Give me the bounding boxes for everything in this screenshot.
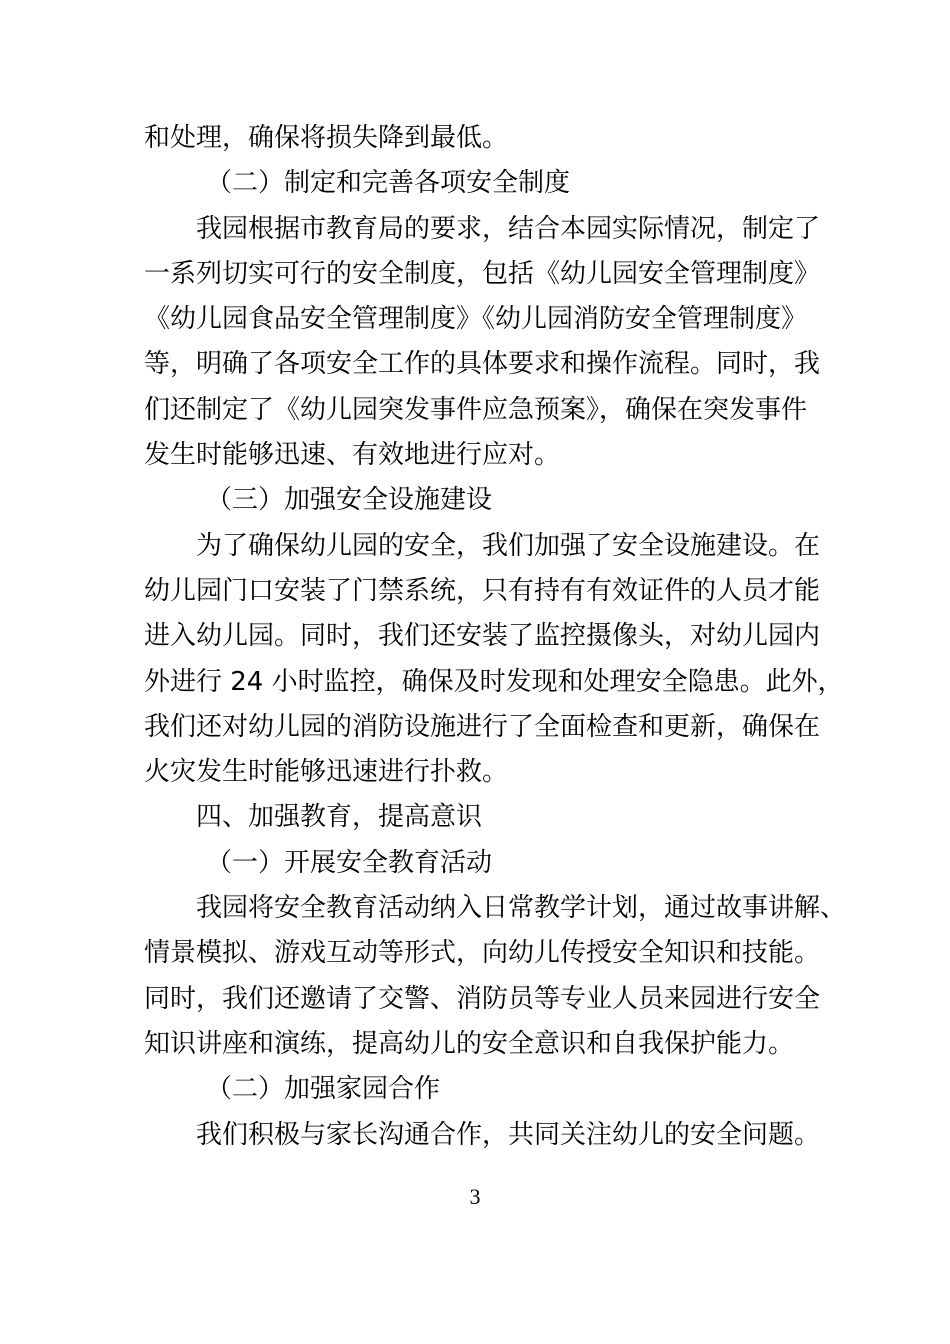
section-heading: 四、加强教育，提高意识 — [196, 802, 483, 833]
paragraph-line: 幼儿园门口安装了门禁系统，只有持有有效证件的人员才能 — [144, 575, 821, 606]
paragraph-line: 等，明确了各项安全工作的具体要求和操作流程。同时，我 — [144, 349, 821, 380]
paragraph-line: 我园将安全教育活动纳入日常教学计划，通过故事讲解、 — [196, 893, 847, 924]
paragraph-line: 同时，我们还邀请了交警、消防员等专业人员来园进行安全 — [144, 983, 821, 1014]
paragraph-line: 们还制定了《幼儿园突发事件应急预案》，确保在突发事件 — [144, 394, 808, 425]
paragraph-line: 为了确保幼儿园的安全，我们加强了安全设施建设。在 — [196, 530, 821, 561]
paragraph-line: 火灾发生时能够迅速进行扑救。 — [144, 757, 509, 788]
paragraph-line: 和处理，确保将损失降到最低。 — [144, 123, 509, 153]
subsection-heading: （二）制定和完善各项安全制度 — [206, 168, 571, 199]
body-text — [144, 116, 847, 1158]
subsection-heading: （二）加强家园合作 — [206, 1074, 441, 1105]
paragraph-line: 外进行 24 小时监控，确保及时发现和处理安全隐患。此外， — [144, 666, 844, 697]
subsection-heading: （一）开展安全教育活动 — [206, 847, 493, 878]
paragraph-line: 《幼儿园食品安全管理制度》《幼儿园消防安全管理制度》 — [144, 304, 808, 335]
paragraph-line: 情景模拟、游戏互动等形式，向幼儿传授安全知识和技能。 — [144, 938, 821, 969]
paragraph-line: 我们还对幼儿园的消防设施进行了全面检查和更新，确保在 — [144, 711, 821, 742]
paragraph-line: 我们积极与家长沟通合作，共同关注幼儿的安全问题。 — [196, 1119, 821, 1150]
paragraph-line: 发生时能够迅速、有效地进行应对。 — [144, 440, 561, 471]
paragraph-line: 一系列切实可行的安全制度，包括《幼儿园安全管理制度》 — [144, 258, 821, 289]
paragraph-line: 知识讲座和演练，提高幼儿的安全意识和自我保护能力。 — [144, 1028, 795, 1059]
paragraph-line: 进入幼儿园。同时，我们还安装了监控摄像头，对幼儿园内 — [144, 621, 821, 652]
paragraph-line: 我园根据市教育局的要求，结合本园实际情况，制定了 — [196, 213, 821, 244]
subsection-heading: （三）加强安全设施建设 — [206, 485, 493, 516]
page-number: 3 — [469, 1184, 481, 1209]
